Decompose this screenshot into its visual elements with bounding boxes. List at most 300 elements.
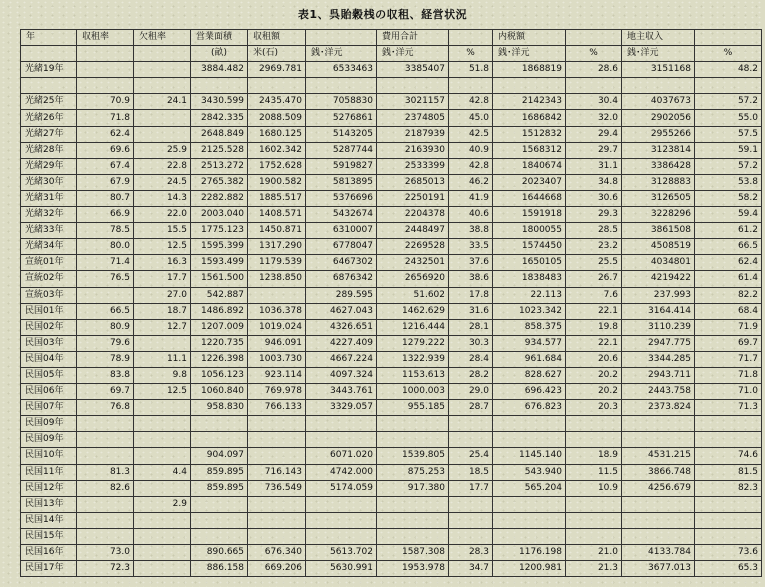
year-cell: 民国10年 [21, 448, 77, 464]
value-cell: 37.6 [449, 255, 493, 271]
value-cell: 17.7 [134, 271, 191, 287]
value-cell: 68.4 [695, 303, 762, 319]
value-cell: 17.8 [449, 287, 493, 303]
value-cell: 22.8 [134, 158, 191, 174]
value-cell [622, 432, 695, 448]
value-cell: 5432674 [306, 207, 377, 223]
value-cell [134, 512, 191, 528]
value-cell: 3386428 [622, 158, 695, 174]
value-cell [566, 78, 622, 94]
value-cell: 1408.571 [248, 207, 306, 223]
value-cell: 53.8 [695, 174, 762, 190]
value-cell: 7.6 [566, 287, 622, 303]
value-cell [134, 528, 191, 544]
value-cell [566, 432, 622, 448]
value-cell: 62.4 [77, 126, 134, 142]
value-cell: 26.7 [566, 271, 622, 287]
value-cell: 3164.414 [622, 303, 695, 319]
value-cell: 5276861 [306, 110, 377, 126]
table-row [21, 416, 762, 432]
year-cell: 民国13年 [21, 496, 77, 512]
value-cell: 61.4 [695, 271, 762, 287]
value-cell: 18.5 [449, 464, 493, 480]
value-cell: 2088.509 [248, 110, 306, 126]
value-cell: 2955266 [622, 126, 695, 142]
header-cell: 銭･洋元 [622, 46, 695, 62]
value-cell: 2533399 [377, 158, 449, 174]
value-cell [248, 512, 306, 528]
value-cell: 769.978 [248, 384, 306, 400]
value-cell: 1060.840 [191, 384, 248, 400]
value-cell [77, 448, 134, 464]
value-cell [377, 496, 449, 512]
value-cell: 4531.215 [622, 448, 695, 464]
value-cell: 3021157 [377, 94, 449, 110]
value-cell: 1226.398 [191, 351, 248, 367]
value-cell: 3344.285 [622, 351, 695, 367]
value-cell: 3228296 [622, 207, 695, 223]
value-cell: 57.5 [695, 126, 762, 142]
header-cell [695, 30, 762, 46]
table-row [21, 400, 762, 416]
table-row [21, 480, 762, 496]
value-cell: 1680.125 [248, 126, 306, 142]
table-row [21, 464, 762, 480]
year-cell: 宣統01年 [21, 255, 77, 271]
value-cell: 1200.981 [493, 561, 566, 577]
value-cell [493, 512, 566, 528]
value-cell: 29.7 [566, 142, 622, 158]
year-cell: 民国16年 [21, 545, 77, 561]
value-cell: 237.993 [622, 287, 695, 303]
value-cell: 76.5 [77, 271, 134, 287]
value-cell: 2125.528 [191, 142, 248, 158]
value-cell: 22.113 [493, 287, 566, 303]
value-cell: 10.9 [566, 480, 622, 496]
header-cell: % [566, 46, 622, 62]
header-cell [77, 46, 134, 62]
value-cell: 46.2 [449, 174, 493, 190]
value-cell: 80.7 [77, 190, 134, 206]
value-cell: 1512832 [493, 126, 566, 142]
value-cell: 29.0 [449, 384, 493, 400]
value-cell [493, 416, 566, 432]
value-cell: 9.8 [134, 367, 191, 383]
value-cell: 12.7 [134, 319, 191, 335]
value-cell: 78.9 [77, 351, 134, 367]
value-cell: 28.5 [566, 223, 622, 239]
value-cell: 5376696 [306, 190, 377, 206]
value-cell [449, 78, 493, 94]
value-cell: 42.8 [449, 158, 493, 174]
value-cell: 5813895 [306, 174, 377, 190]
value-cell: 1220.735 [191, 335, 248, 351]
value-cell: 696.423 [493, 384, 566, 400]
value-cell: 28.2 [449, 367, 493, 383]
table-row [21, 303, 762, 319]
value-cell: 34.8 [566, 174, 622, 190]
table-row [21, 561, 762, 577]
header-cell [21, 46, 77, 62]
value-cell: 1322.939 [377, 351, 449, 367]
value-cell: 3126505 [622, 190, 695, 206]
value-cell [77, 432, 134, 448]
value-cell: 4097.324 [306, 367, 377, 383]
header-cell: % [449, 46, 493, 62]
value-cell: 4627.043 [306, 303, 377, 319]
value-cell: 24.1 [134, 94, 191, 110]
table-row [21, 110, 762, 126]
value-cell: 42.8 [449, 94, 493, 110]
value-cell: 71.8 [77, 110, 134, 126]
value-cell: 42.5 [449, 126, 493, 142]
value-cell: 890.665 [191, 545, 248, 561]
header-cell: 地主収入 [622, 30, 695, 46]
header-cell: 銭･洋元 [377, 46, 449, 62]
value-cell: 917.380 [377, 480, 449, 496]
value-cell: 48.2 [695, 62, 762, 78]
value-cell: 1644668 [493, 190, 566, 206]
value-cell: 22.1 [566, 335, 622, 351]
value-cell: 72.3 [77, 561, 134, 577]
table-row [21, 94, 762, 110]
value-cell: 81.3 [77, 464, 134, 480]
year-cell: 民国02年 [21, 319, 77, 335]
value-cell: 69.6 [77, 142, 134, 158]
value-cell: 2269528 [377, 239, 449, 255]
value-cell: 28.7 [449, 400, 493, 416]
value-cell: 2204378 [377, 207, 449, 223]
value-cell: 4219422 [622, 271, 695, 287]
value-cell: 1000.003 [377, 384, 449, 400]
value-cell: 70.9 [77, 94, 134, 110]
value-cell: 1003.730 [248, 351, 306, 367]
value-cell: 20.3 [566, 400, 622, 416]
value-cell: 31.6 [449, 303, 493, 319]
value-cell: 59.4 [695, 207, 762, 223]
value-cell: 25.4 [449, 448, 493, 464]
value-cell: 1900.582 [248, 174, 306, 190]
table-row [21, 335, 762, 351]
value-cell: 5630.991 [306, 561, 377, 577]
value-cell: 1800055 [493, 223, 566, 239]
value-cell: 71.0 [695, 384, 762, 400]
value-cell [377, 416, 449, 432]
value-cell: 1591918 [493, 207, 566, 223]
value-cell: 5174.059 [306, 480, 377, 496]
value-cell [134, 126, 191, 142]
value-cell [449, 528, 493, 544]
value-cell: 1450.871 [248, 223, 306, 239]
value-cell: 66.5 [695, 239, 762, 255]
value-cell [449, 496, 493, 512]
value-cell [134, 335, 191, 351]
year-cell: 民国05年 [21, 367, 77, 383]
value-cell: 12.5 [134, 239, 191, 255]
value-cell: 4.4 [134, 464, 191, 480]
year-cell: 光緒30年 [21, 174, 77, 190]
value-cell: 2432501 [377, 255, 449, 271]
header-cell: 欠租率 [134, 30, 191, 46]
value-cell [77, 496, 134, 512]
value-cell: 33.5 [449, 239, 493, 255]
table-row [21, 62, 762, 78]
value-cell [493, 78, 566, 94]
table-row [21, 367, 762, 383]
value-cell: 2513.272 [191, 158, 248, 174]
value-cell: 736.549 [248, 480, 306, 496]
value-cell: 55.0 [695, 110, 762, 126]
value-cell: 676.823 [493, 400, 566, 416]
value-cell [248, 416, 306, 432]
value-cell [695, 78, 762, 94]
value-cell: 1539.805 [377, 448, 449, 464]
value-cell [134, 416, 191, 432]
value-cell: 2435.470 [248, 94, 306, 110]
value-cell: 1587.308 [377, 545, 449, 561]
value-cell: 19.8 [566, 319, 622, 335]
value-cell: 30.3 [449, 335, 493, 351]
value-cell: 71.7 [695, 351, 762, 367]
value-cell: 1752.628 [248, 158, 306, 174]
value-cell: 16.3 [134, 255, 191, 271]
value-cell: 58.2 [695, 190, 762, 206]
header-cell [134, 46, 191, 62]
value-cell [566, 528, 622, 544]
value-cell [77, 287, 134, 303]
table-row [21, 223, 762, 239]
header-cell: 費用合計 [377, 30, 449, 46]
year-cell: 光緒28年 [21, 142, 77, 158]
value-cell: 29.3 [566, 207, 622, 223]
value-cell: 5287744 [306, 142, 377, 158]
value-cell: 1775.123 [191, 223, 248, 239]
value-cell: 79.6 [77, 335, 134, 351]
value-cell: 40.6 [449, 207, 493, 223]
header-cell [449, 30, 493, 46]
value-cell: 57.2 [695, 94, 762, 110]
value-cell: 1176.198 [493, 545, 566, 561]
value-cell: 3861508 [622, 223, 695, 239]
table-row [21, 255, 762, 271]
value-cell: 74.6 [695, 448, 762, 464]
value-cell: 4508519 [622, 239, 695, 255]
value-cell: 28.1 [449, 319, 493, 335]
value-cell: 41.9 [449, 190, 493, 206]
value-cell: 669.206 [248, 561, 306, 577]
value-cell: 716.143 [248, 464, 306, 480]
value-cell: 30.6 [566, 190, 622, 206]
header-cell: 米(石) [248, 46, 306, 62]
value-cell: 31.1 [566, 158, 622, 174]
value-cell: 1462.629 [377, 303, 449, 319]
table-row [21, 384, 762, 400]
table-row [21, 271, 762, 287]
value-cell: 66.9 [77, 207, 134, 223]
value-cell: 1840674 [493, 158, 566, 174]
value-cell: 3385407 [377, 62, 449, 78]
value-cell: 2023407 [493, 174, 566, 190]
value-cell: 45.0 [449, 110, 493, 126]
value-cell: 2902056 [622, 110, 695, 126]
value-cell: 65.3 [695, 561, 762, 577]
value-cell: 11.1 [134, 351, 191, 367]
value-cell: 82.2 [695, 287, 762, 303]
value-cell: 934.577 [493, 335, 566, 351]
year-cell: 民国07年 [21, 400, 77, 416]
value-cell: 14.3 [134, 190, 191, 206]
table-row [21, 239, 762, 255]
table-row [21, 174, 762, 190]
value-cell: 1568312 [493, 142, 566, 158]
value-cell: 2142343 [493, 94, 566, 110]
value-cell: 859.895 [191, 464, 248, 480]
value-cell: 2443.758 [622, 384, 695, 400]
table-row [21, 142, 762, 158]
value-cell: 69.7 [77, 384, 134, 400]
value-cell: 15.5 [134, 223, 191, 239]
value-cell: 18.9 [566, 448, 622, 464]
value-cell: 71.3 [695, 400, 762, 416]
header-cell: 年 [21, 30, 77, 46]
value-cell: 2765.382 [191, 174, 248, 190]
value-cell: 21.3 [566, 561, 622, 577]
value-cell: 67.4 [77, 158, 134, 174]
value-cell: 3128883 [622, 174, 695, 190]
header-cell: 営業面積 [191, 30, 248, 46]
table-title: 表1、呉貽穀桟の収租、経営状況 [297, 8, 468, 21]
value-cell [248, 496, 306, 512]
value-cell: 1885.517 [248, 190, 306, 206]
value-cell [191, 528, 248, 544]
value-cell: 6778047 [306, 239, 377, 255]
value-cell [306, 528, 377, 544]
value-cell: 80.9 [77, 319, 134, 335]
value-cell [134, 400, 191, 416]
table-row [21, 528, 762, 544]
value-cell: 3151168 [622, 62, 695, 78]
value-cell: 27.0 [134, 287, 191, 303]
value-cell [377, 432, 449, 448]
value-cell: 73.6 [695, 545, 762, 561]
value-cell: 961.684 [493, 351, 566, 367]
table-row [21, 432, 762, 448]
value-cell: 1868819 [493, 62, 566, 78]
value-cell [566, 416, 622, 432]
value-cell [695, 512, 762, 528]
value-cell [306, 432, 377, 448]
value-cell [493, 432, 566, 448]
value-cell [77, 528, 134, 544]
table-row [21, 126, 762, 142]
table-row [21, 287, 762, 303]
value-cell [622, 512, 695, 528]
value-cell: 25.9 [134, 142, 191, 158]
value-cell: 766.133 [248, 400, 306, 416]
value-cell: 1019.024 [248, 319, 306, 335]
value-cell [248, 287, 306, 303]
value-cell: 3884.482 [191, 62, 248, 78]
value-cell [134, 432, 191, 448]
value-cell: 25.5 [566, 255, 622, 271]
value-cell: 2656920 [377, 271, 449, 287]
year-cell: 民国09年 [21, 432, 77, 448]
value-cell [77, 512, 134, 528]
value-cell: 289.595 [306, 287, 377, 303]
year-cell: 光緒31年 [21, 190, 77, 206]
value-cell: 676.340 [248, 545, 306, 561]
value-cell: 1036.378 [248, 303, 306, 319]
value-cell: 1216.444 [377, 319, 449, 335]
value-cell: 859.895 [191, 480, 248, 496]
header-cell: 収租率 [77, 30, 134, 46]
value-cell: 4326.651 [306, 319, 377, 335]
value-cell [695, 528, 762, 544]
value-cell: 24.5 [134, 174, 191, 190]
value-cell: 12.5 [134, 384, 191, 400]
year-cell: 民国01年 [21, 303, 77, 319]
value-cell: 3329.057 [306, 400, 377, 416]
value-cell: 2163930 [377, 142, 449, 158]
value-cell: 886.158 [191, 561, 248, 577]
table-row [21, 448, 762, 464]
value-cell: 21.0 [566, 545, 622, 561]
value-cell: 1153.613 [377, 367, 449, 383]
value-cell: 6467302 [306, 255, 377, 271]
value-cell: 82.6 [77, 480, 134, 496]
year-cell [21, 78, 77, 94]
year-cell: 民国15年 [21, 528, 77, 544]
value-cell: 1056.123 [191, 367, 248, 383]
value-cell [695, 432, 762, 448]
value-cell [377, 512, 449, 528]
value-cell: 69.7 [695, 335, 762, 351]
value-cell: 6071.020 [306, 448, 377, 464]
header-cell: 銭･洋元 [493, 46, 566, 62]
year-cell: 光緒26年 [21, 110, 77, 126]
value-cell [377, 528, 449, 544]
value-cell: 22.0 [134, 207, 191, 223]
value-cell: 71.4 [77, 255, 134, 271]
value-cell: 828.627 [493, 367, 566, 383]
value-cell [248, 78, 306, 94]
value-cell: 2969.781 [248, 62, 306, 78]
value-cell: 543.940 [493, 464, 566, 480]
value-cell: 923.114 [248, 367, 306, 383]
value-cell: 875.253 [377, 464, 449, 480]
value-cell: 38.8 [449, 223, 493, 239]
value-cell [134, 448, 191, 464]
value-cell: 958.830 [191, 400, 248, 416]
table-row [21, 496, 762, 512]
value-cell [134, 78, 191, 94]
year-cell: 宣統02年 [21, 271, 77, 287]
header-cell: % [695, 46, 762, 62]
value-cell: 66.5 [77, 303, 134, 319]
value-cell: 1838483 [493, 271, 566, 287]
value-cell: 83.8 [77, 367, 134, 383]
year-cell: 民国03年 [21, 335, 77, 351]
header-cell: (畝) [191, 46, 248, 62]
value-cell: 76.8 [77, 400, 134, 416]
value-cell [449, 432, 493, 448]
header-row [21, 30, 762, 46]
value-cell: 4037673 [622, 94, 695, 110]
value-cell: 4667.224 [306, 351, 377, 367]
value-cell: 1486.892 [191, 303, 248, 319]
value-cell: 2947.775 [622, 335, 695, 351]
value-cell: 2943.711 [622, 367, 695, 383]
